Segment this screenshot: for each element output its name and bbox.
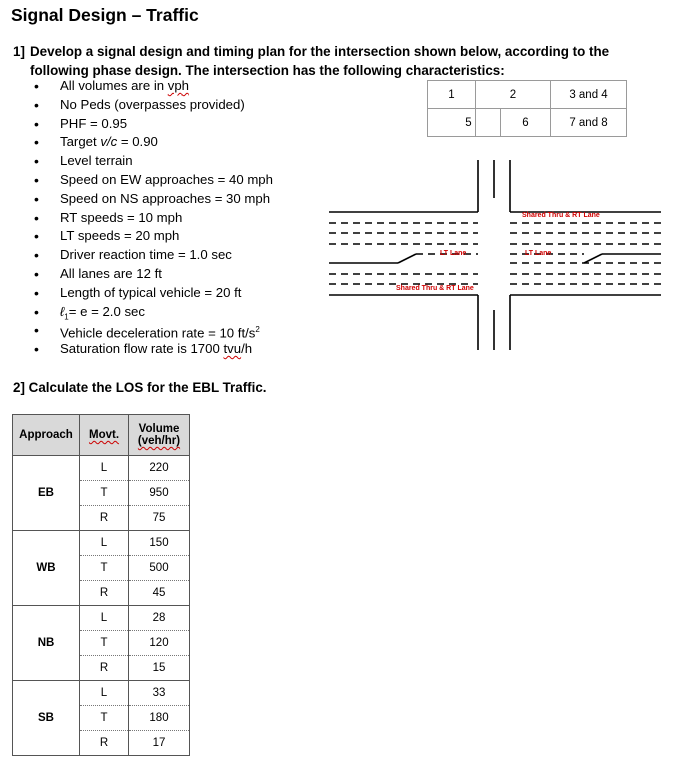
list-item: • ℓ$_1$= e = 2.0 sec xyxy=(34,303,273,322)
question-2 xyxy=(13,380,267,395)
approach-cell: NB xyxy=(13,606,80,681)
phase-cell: 1 xyxy=(428,81,476,109)
phase-cell xyxy=(476,109,501,137)
list-item: • No Peds (overpasses provided) xyxy=(34,96,273,115)
header-approach: Approach xyxy=(13,415,80,456)
table-row: T 180 xyxy=(13,706,190,731)
table-row: R 15 xyxy=(13,656,190,681)
question-1-text: Develop a signal design and timing plan for the intersection shown below, according to the following phase design. The intersection has the following characteristics: xyxy=(30,44,610,78)
question-2-number: 2] xyxy=(13,380,25,395)
approach-cell: WB xyxy=(13,531,80,606)
table-row: NB L 28 xyxy=(13,606,190,631)
list-item: • RT speeds = 10 mph xyxy=(34,209,273,228)
intersection-drawing xyxy=(326,160,666,355)
list-item: • LT speeds = 20 mph xyxy=(34,227,273,246)
list-item: • Target v/c = 0.90 xyxy=(34,133,273,152)
table-row: R 17 xyxy=(13,731,190,756)
list-item: • Vehicle deceleration rate = 10 $ft/s^2$ xyxy=(34,321,273,340)
phase-cell: 2 xyxy=(476,81,551,109)
phase-cell: 7 and 8 xyxy=(551,109,627,137)
list-item: • Driver reaction time = 1.0 sec xyxy=(34,246,273,265)
phase-table xyxy=(427,80,627,137)
characteristics-list xyxy=(34,77,273,359)
phase-cell: 6 xyxy=(501,109,551,137)
list-item: • Speed on NS approaches = 30 mph xyxy=(34,190,273,209)
volume-table xyxy=(12,414,190,756)
table-row: R 45 xyxy=(13,581,190,606)
table-row: R 75 xyxy=(13,506,190,531)
header-volume: Volume (veh/hr) xyxy=(129,415,190,456)
table-row: EB L 220 xyxy=(13,456,190,481)
phase-cell: 5 xyxy=(428,109,476,137)
label-shared-thru-rt-east: Shared Thru & RT Lane xyxy=(522,212,600,219)
table-row: T 500 xyxy=(13,556,190,581)
question-1 xyxy=(13,42,663,80)
table-row: T 120 xyxy=(13,631,190,656)
table-row: SB L 33 xyxy=(13,681,190,706)
list-item: • All volumes are in vph xyxy=(34,77,273,96)
question-1-number: 1] xyxy=(13,44,25,59)
question-2-text: Calculate the LOS for the EBL Traffic. xyxy=(28,380,267,395)
table-row: T 950 xyxy=(13,481,190,506)
approach-cell: SB xyxy=(13,681,80,756)
list-item: • Length of typical vehicle = 20 ft xyxy=(34,284,273,303)
page-title: Signal Design – Traffic xyxy=(11,5,199,25)
approach-cell: EB xyxy=(13,456,80,531)
list-item: • Level terrain xyxy=(34,152,273,171)
label-shared-thru-rt-west: Shared Thru & RT Lane xyxy=(396,285,474,292)
header-movt: Movt. xyxy=(80,415,129,456)
table-row: WB L 150 xyxy=(13,531,190,556)
phase-cell: 3 and 4 xyxy=(551,81,627,109)
label-lt-lane-east: LT Lane xyxy=(525,250,552,257)
list-item: • PHF = 0.95 xyxy=(34,115,273,134)
intersection-diagram xyxy=(326,160,666,360)
list-item: • Speed on EW approaches = 40 mph xyxy=(34,171,273,190)
list-item: • All lanes are 12 ft xyxy=(34,265,273,284)
label-lt-lane-west: LT Lane xyxy=(440,250,467,257)
list-item: • Saturation flow rate is 1700 tvu/h xyxy=(34,340,273,359)
